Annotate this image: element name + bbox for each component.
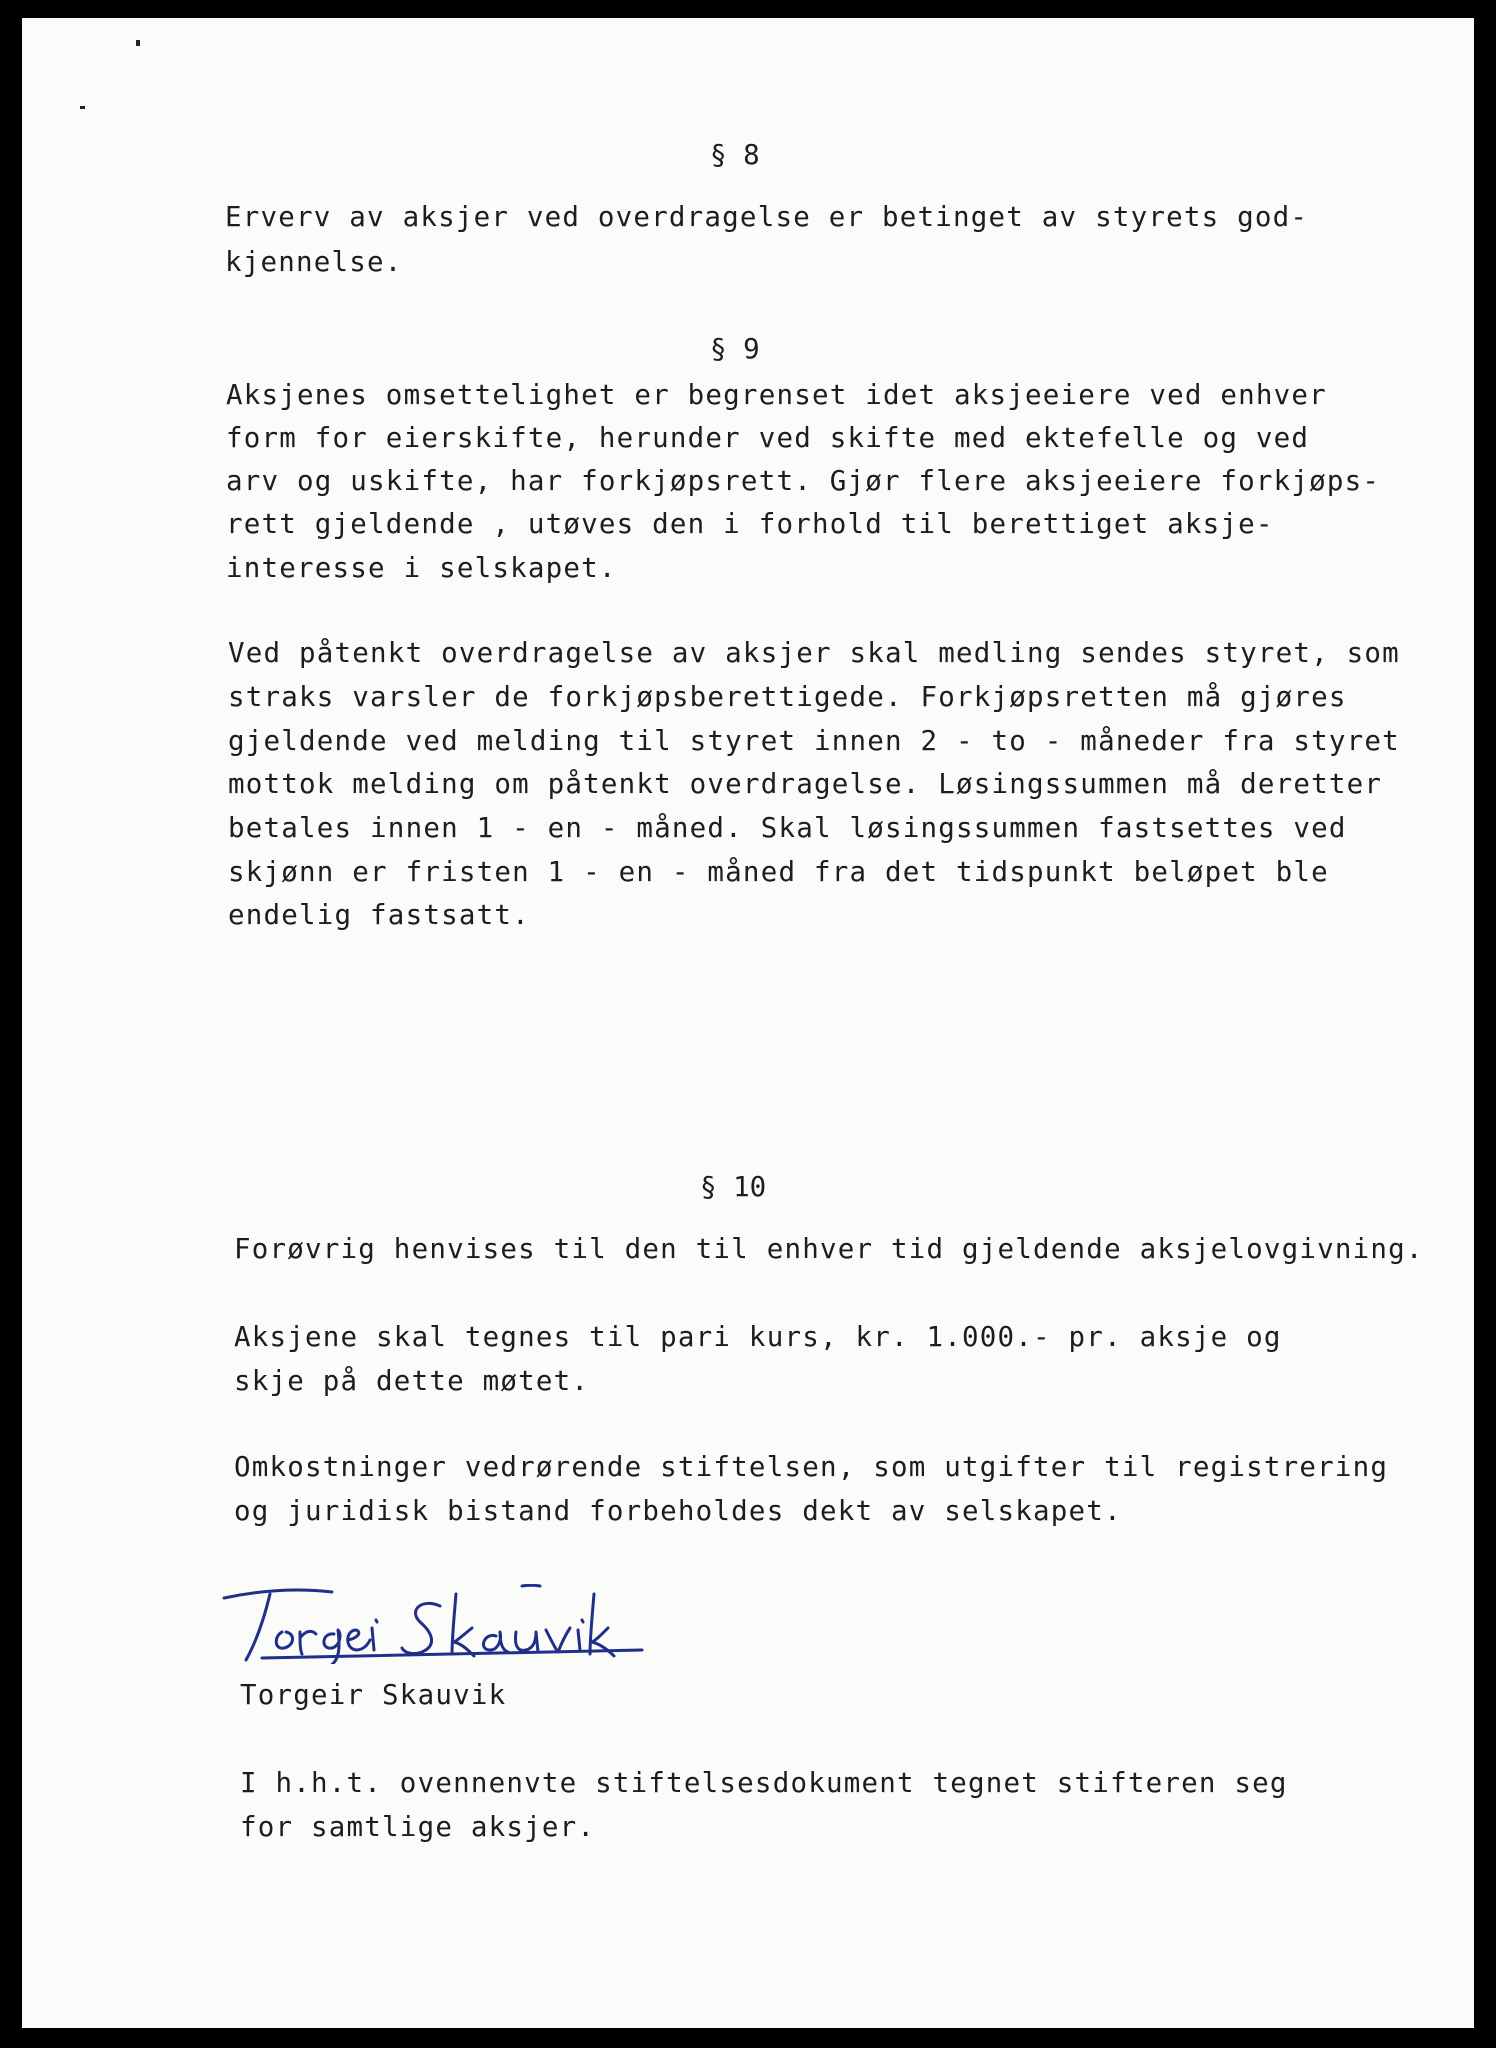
section-9-line: form for eierskifte, herunder ved skifte med ektefelle og ved	[226, 422, 1310, 454]
section-8-line: kjennelse.	[225, 246, 403, 278]
section-9-line: rett gjeldende , utøves den i forhold til berettiget aksje-	[226, 508, 1274, 540]
section-9-line: betales innen 1 - en - måned. Skal løsingssummen fastsettes ved	[228, 812, 1347, 844]
section-9-line: endelig fastsatt.	[228, 899, 530, 931]
section-10-heading: § 10	[700, 1171, 767, 1203]
section-9-line: skjønn er fristen 1 - en - måned fra det tidspunkt beløpet ble	[228, 856, 1329, 888]
handwritten-signature	[222, 1584, 652, 1664]
document-page	[22, 18, 1474, 2028]
section-8-line: Erverv av aksjer ved overdragelse er betinget av styrets god-	[225, 201, 1309, 233]
section-9-heading: § 9	[710, 333, 760, 365]
section-9-line: straks varsler de forkjøpsberettigede. Forkjøpsretten må gjøres	[228, 681, 1347, 713]
section-9-line: gjeldende ved melding til styret innen 2 - to - måneder fra styret	[228, 725, 1400, 757]
section-9-line: Ved påtenkt overdragelse av aksjer skal medling sendes styret, som	[228, 637, 1400, 669]
scan-speck	[80, 106, 85, 109]
section-10-line: skje på dette møtet.	[234, 1365, 590, 1397]
scan-speck	[136, 40, 140, 46]
section-8-heading: § 8	[710, 139, 760, 171]
section-9-line: Aksjenes omsettelighet er begrenset idet aksjeeiere ved enhver	[226, 379, 1327, 411]
closing-line: for samtlige aksjer.	[240, 1811, 596, 1843]
section-10-line: og juridisk bistand forbeholdes dekt av selskapet.	[234, 1495, 1122, 1527]
signatory-name: Torgeir Skauvik	[240, 1679, 507, 1711]
section-10-line: Aksjene skal tegnes til pari kurs, kr. 1.000.- pr. aksje og	[234, 1321, 1282, 1353]
section-10-line: Forøvrig henvises til den til enhver tid gjeldende aksjelovgivning.	[234, 1233, 1424, 1265]
section-9-line: interesse i selskapet.	[226, 552, 617, 584]
section-9-line: arv og uskifte, har forkjøpsrett. Gjør flere aksjeeiere forkjøps-	[226, 465, 1381, 497]
closing-line: I h.h.t. ovennenvte stiftelsesdokument tegnet stifteren seg	[240, 1767, 1288, 1799]
section-10-line: Omkostninger vedrørende stiftelsen, som utgifter til registrering	[234, 1451, 1389, 1483]
section-9-line: mottok melding om påtenkt overdragelse. Løsingssummen må deretter	[228, 768, 1383, 800]
